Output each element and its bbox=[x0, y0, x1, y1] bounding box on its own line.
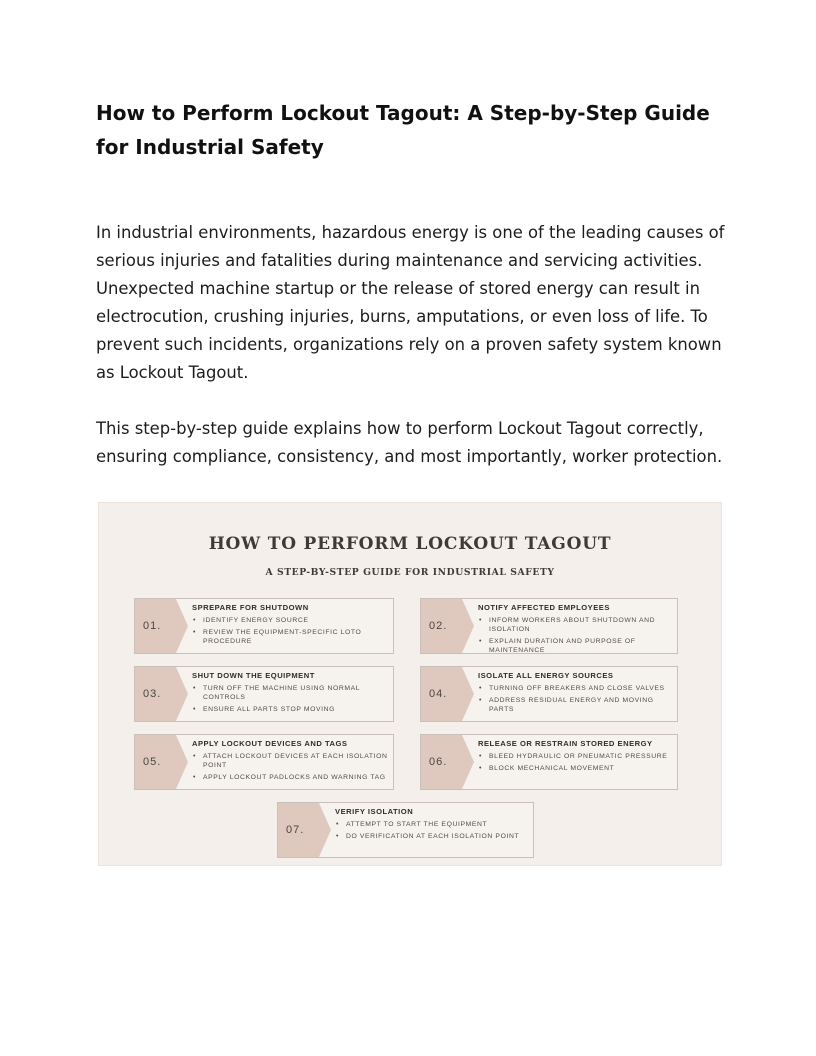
step-action-text: BLOCK MECHANICAL MOVEMENT bbox=[489, 765, 615, 772]
bullet-icon: • bbox=[193, 617, 197, 624]
step-title: NOTIFY AFFECTED EMPLOYEES bbox=[478, 603, 610, 612]
step-action-item bbox=[192, 628, 389, 646]
step-number: 04. bbox=[421, 667, 461, 721]
step-actions-list bbox=[192, 616, 389, 649]
bullet-icon: • bbox=[479, 753, 483, 760]
step-action-item bbox=[478, 752, 673, 761]
step-card-7 bbox=[277, 802, 534, 858]
guide-summary-paragraph: This step-by-step guide explains how to perform Lockout Tagout correctly, ensuring compliance, consistency, and most importantly, worker protection. bbox=[96, 419, 723, 466]
bullet-icon: • bbox=[479, 638, 483, 645]
step-action-text: DO VERIFICATION AT EACH ISOLATION POINT bbox=[346, 833, 520, 840]
step-action-text: ENSURE ALL PARTS STOP MOVING bbox=[203, 706, 336, 713]
bullet-icon: • bbox=[479, 685, 483, 692]
step-card-3 bbox=[134, 666, 394, 722]
step-number: 05. bbox=[135, 735, 175, 789]
step-actions-list bbox=[192, 752, 389, 785]
bullet-icon: • bbox=[336, 833, 340, 840]
step-action-text: TURNING OFF BREAKERS AND CLOSE VALVES bbox=[489, 685, 665, 692]
step-action-item bbox=[335, 820, 529, 829]
bullet-icon: • bbox=[193, 753, 197, 760]
infographic-title: HOW TO PERFORM LOCKOUT TAGOUT bbox=[208, 534, 612, 554]
bullet-icon: • bbox=[193, 685, 197, 692]
bullet-icon: • bbox=[193, 774, 197, 781]
step-card-4 bbox=[420, 666, 678, 722]
step-action-text: ATTACH LOCKOUT DEVICES AT EACH ISOLATION POINT bbox=[203, 753, 388, 769]
step-action-text: ATTEMPT TO START THE EQUIPMENT bbox=[346, 821, 488, 828]
step-action-text: TURN OFF THE MACHINE USING NORMAL CONTROLS bbox=[203, 685, 360, 701]
step-number: 07. bbox=[278, 803, 318, 857]
step-action-text: IDENTIFY ENERGY SOURCE bbox=[203, 617, 309, 624]
step-action-item bbox=[192, 752, 389, 770]
step-action-item bbox=[192, 616, 389, 625]
lockout-tagout-infographic bbox=[98, 502, 722, 866]
step-card-5 bbox=[134, 734, 394, 790]
page-title: How to Perform Lockout Tagout: A Step-by-Step Guide for Industrial Safety bbox=[96, 101, 710, 159]
bullet-icon: • bbox=[193, 629, 197, 636]
step-action-text: APPLY LOCKOUT PADLOCKS AND WARNING TAG bbox=[203, 774, 386, 781]
step-action-item bbox=[478, 764, 673, 773]
step-number: 01. bbox=[135, 599, 175, 653]
chevron-right-icon bbox=[460, 735, 474, 789]
step-action-text: REVIEW THE EQUIPMENT-SPECIFIC LOTO PROCEDURE bbox=[203, 629, 362, 645]
bullet-icon: • bbox=[193, 706, 197, 713]
step-action-item bbox=[478, 616, 673, 634]
step-number: 06. bbox=[421, 735, 461, 789]
chevron-right-icon bbox=[174, 735, 188, 789]
step-actions-list bbox=[478, 616, 673, 658]
step-actions-list bbox=[478, 684, 673, 717]
bullet-icon: • bbox=[336, 821, 340, 828]
bullet-icon: • bbox=[479, 697, 483, 704]
chevron-right-icon bbox=[174, 599, 188, 653]
step-number: 03. bbox=[135, 667, 175, 721]
chevron-right-icon bbox=[174, 667, 188, 721]
step-action-item bbox=[478, 696, 673, 714]
step-actions-list bbox=[335, 820, 529, 844]
step-action-item bbox=[335, 832, 529, 841]
step-action-item bbox=[478, 684, 673, 693]
step-card-6 bbox=[420, 734, 678, 790]
step-action-text: ADDRESS RESIDUAL ENERGY AND MOVING PARTS bbox=[489, 697, 654, 713]
chevron-right-icon bbox=[317, 803, 331, 857]
step-action-text: EXPLAIN DURATION AND PURPOSE OF MAINTENANCE bbox=[489, 638, 636, 654]
intro-paragraph: In industrial environments, hazardous energy is one of the leading causes of serious injuries and fatalities during maintenance and servicing activities. Unexpected machine startup or the release of stored energy can result in electrocution, crushing injuries, burns, amputations, or even loss of life. To prevent such incidents, organizations rely on a proven safety system known as Lockout Tagout. bbox=[96, 223, 725, 382]
step-title: ISOLATE ALL ENERGY SOURCES bbox=[478, 671, 614, 680]
step-title: SHUT DOWN THE EQUIPMENT bbox=[192, 671, 315, 680]
step-action-text: BLEED HYDRAULIC OR PNEUMATIC PRESSURE bbox=[489, 753, 668, 760]
step-action-text: INFORM WORKERS ABOUT SHUTDOWN AND ISOLATION bbox=[489, 617, 656, 633]
step-title: VERIFY ISOLATION bbox=[335, 807, 414, 816]
step-number: 02. bbox=[421, 599, 461, 653]
step-title: RELEASE OR RESTRAIN STORED ENERGY bbox=[478, 739, 653, 748]
step-action-item bbox=[478, 637, 673, 655]
step-title: APPLY LOCKOUT DEVICES AND TAGS bbox=[192, 739, 348, 748]
step-actions-list bbox=[192, 684, 389, 717]
step-actions-list bbox=[478, 752, 673, 776]
step-card-1 bbox=[134, 598, 394, 654]
step-action-item bbox=[192, 773, 389, 782]
bullet-icon: • bbox=[479, 765, 483, 772]
step-title: SPREPARE FOR SHUTDOWN bbox=[192, 603, 309, 612]
bullet-icon: • bbox=[479, 617, 483, 624]
step-action-item bbox=[192, 684, 389, 702]
infographic-subtitle: A STEP-BY-STEP GUIDE FOR INDUSTRIAL SAFETY bbox=[265, 567, 555, 578]
chevron-right-icon bbox=[460, 667, 474, 721]
step-card-2 bbox=[420, 598, 678, 654]
chevron-right-icon bbox=[460, 599, 474, 653]
step-action-item bbox=[192, 705, 389, 714]
